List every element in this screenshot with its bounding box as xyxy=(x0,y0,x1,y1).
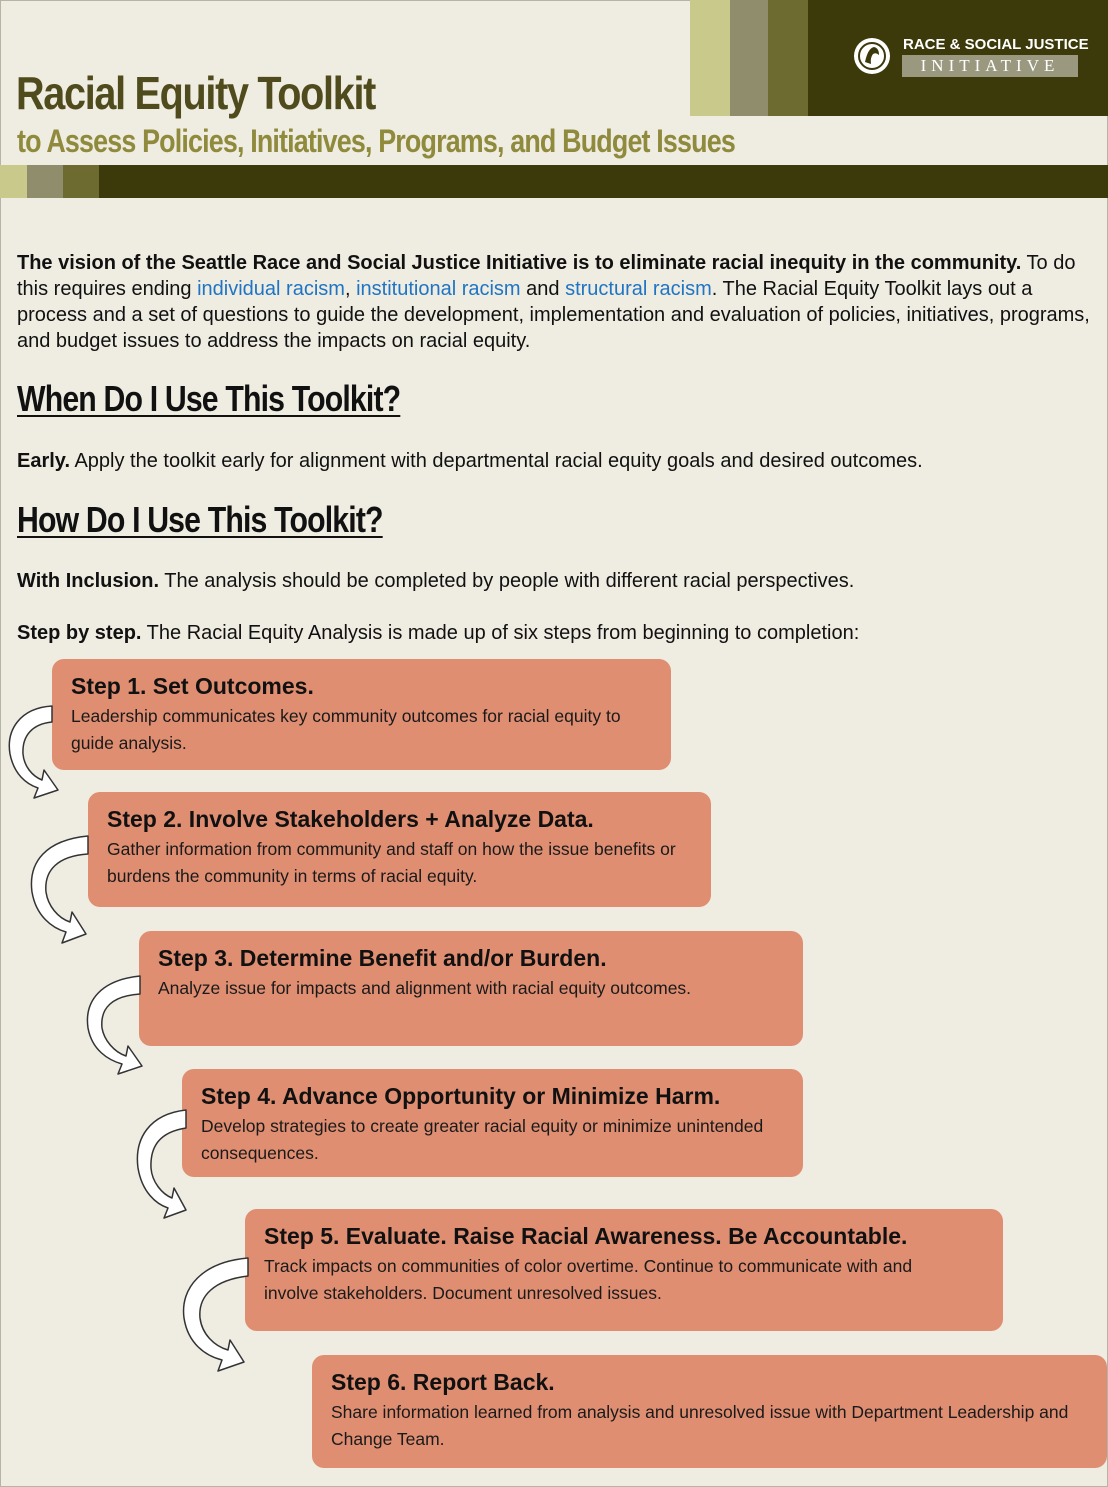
page-title: Racial Equity Toolkit xyxy=(16,67,376,119)
link-structural-racism[interactable]: structural racism xyxy=(565,278,712,300)
step-4-description: Develop strategies to create greater racial equity or minimize unintended consequences. xyxy=(201,1116,764,1163)
step-4-title: Step 4. Advance Opportunity or Minimize Harm. xyxy=(201,1083,721,1109)
header-stripe-khaki xyxy=(690,0,730,116)
curved-arrow-icon-4 xyxy=(130,1106,194,1224)
logo-text-line2: INITIATIVE xyxy=(902,55,1078,77)
intro-sep-1: , xyxy=(344,278,357,300)
step-1-box xyxy=(52,659,671,770)
how-inclusion-paragraph xyxy=(17,568,854,594)
early-label: Early. xyxy=(17,450,70,472)
header-bottom-stripe-olive xyxy=(63,165,99,198)
step-5-title: Step 5. Evaluate. Raise Racial Awareness. Be Accountable. xyxy=(264,1223,908,1249)
curved-arrow-icon-5 xyxy=(176,1254,252,1376)
header-bottom-stripe-khaki xyxy=(0,165,27,198)
seattle-seal-icon xyxy=(852,36,892,76)
step-2-description: Gather information from community and staff on how the issue benefits or burdens the community in terms of racial equity. xyxy=(107,839,676,886)
how-step-paragraph xyxy=(17,620,859,646)
step-3-title: Step 3. Determine Benefit and/or Burden. xyxy=(158,945,607,971)
how-heading: How Do I Use This Toolkit? xyxy=(17,499,383,540)
logo-text-line1: RACE & SOCIAL JUSTICE xyxy=(903,36,1089,53)
step-4-box xyxy=(182,1069,803,1177)
page-subtitle: to Assess Policies, Initiatives, Programs, and Budget Issues xyxy=(17,123,735,159)
step-3-box xyxy=(139,931,803,1046)
header-stripe-gray xyxy=(730,0,768,116)
when-heading: When Do I Use This Toolkit? xyxy=(17,378,401,419)
step-6-box xyxy=(312,1355,1107,1468)
step-3-description: Analyze issue for impacts and alignment with racial equity outcomes. xyxy=(158,978,692,998)
inclusion-text: The analysis should be completed by people with different racial perspectives. xyxy=(159,570,855,592)
link-institutional-racism[interactable]: institutional racism xyxy=(356,278,521,300)
intro-text-2: . The Racial Equity Toolkit lays out a process and a set of questions to guide the development, implementation and evaluation of policies, initiatives, programs, and budget issues to address the impacts on racial equity. xyxy=(17,278,1090,352)
step-2-box xyxy=(88,792,711,907)
step-1-description: Leadership communicates key community outcomes for racial equity to guide analysis. xyxy=(71,706,621,753)
early-text: Apply the toolkit early for alignment with departmental racial equity goals and desired outcomes. xyxy=(70,450,923,472)
step-5-box xyxy=(245,1209,1003,1331)
curved-arrow-icon-2 xyxy=(24,832,94,950)
curved-arrow-icon-1 xyxy=(4,702,64,808)
header-bottom-stripe-gray xyxy=(27,165,63,198)
header-stripe-olive xyxy=(768,0,808,116)
rsji-logo xyxy=(852,32,1089,82)
step-5-description: Track impacts on communities of color overtime. Continue to communicate with and involve stakeholders. Document unresolved issues. xyxy=(264,1256,913,1303)
link-individual-racism[interactable]: individual racism xyxy=(197,278,345,300)
header-bottom-stripe-dark xyxy=(99,165,1108,198)
curved-arrow-icon-3 xyxy=(80,972,150,1080)
step-by-step-label: Step by step. xyxy=(17,622,142,644)
intro-text-1: To do this requires ending xyxy=(17,252,1076,300)
step-6-title: Step 6. Report Back. xyxy=(331,1369,555,1395)
intro-paragraph xyxy=(17,250,1102,354)
step-by-step-text: The Racial Equity Analysis is made up of six steps from beginning to completion: xyxy=(141,622,860,644)
intro-sep-2: and xyxy=(520,278,566,300)
header-banner xyxy=(0,0,1108,200)
step-6-description: Share information learned from analysis and unresolved issue with Department Leadership and Change Team. xyxy=(331,1402,1069,1449)
intro-vision-statement: The vision of the Seattle Race and Social Justice Initiative is to eliminate racial inequity in the community. xyxy=(17,252,1022,274)
step-1-title: Step 1. Set Outcomes. xyxy=(71,673,314,699)
when-early-paragraph xyxy=(17,448,923,474)
inclusion-label: With Inclusion. xyxy=(17,570,160,592)
step-2-title: Step 2. Involve Stakeholders + Analyze Data. xyxy=(107,806,594,832)
